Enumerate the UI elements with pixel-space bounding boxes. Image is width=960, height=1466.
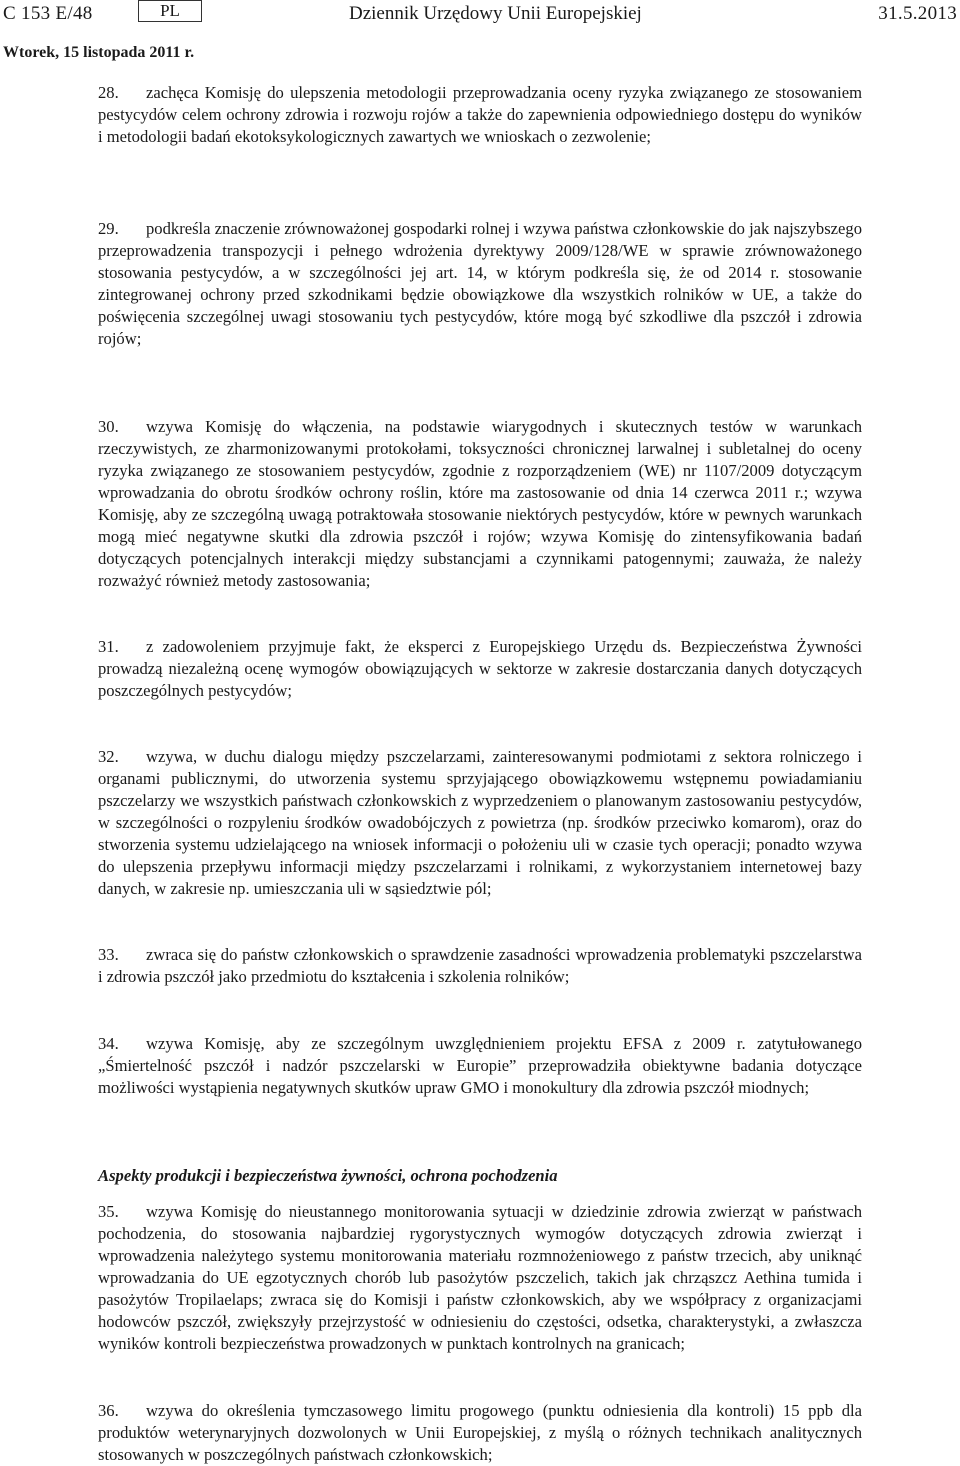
page-header	[0, 0, 960, 30]
paragraph-text: zachęca Komisję do ulepszenia metodologii przeprowadzania oceny ryzyka związanego ze stosowaniem pestycydów celem ochrony zdrowia i rozwoju rojów a także do zapewnienia odpowiedniego dostępu do wyników i metodologii badań ekotoksykologicznych zawartych we wnioskach o zezwolenie;	[98, 83, 862, 146]
paragraph-36	[98, 1400, 862, 1466]
paragraph-number: 28.	[98, 83, 119, 102]
paragraph-text: zwraca się do państw członkowskich o sprawdzenie zasadności wprowadzenia problematyki pszczelarstwa i zdrowia pszczół jako przedmiotu do kształcenia i szkolenia rolników;	[98, 945, 862, 986]
paragraph-number: 31.	[98, 637, 119, 656]
journal-reference: C 153 E/48	[3, 3, 93, 24]
paragraph-text: podkreśla znaczenie zrównoważonej gospodarki rolnej i wzywa państwa członkowskie do jak najszybszego przeprowadzenia transpozycji i pełnego wdrożenia dyrektywy 2009/128/WE w sprawie zrównoważonego stosowania pestycydów, a w szczególności jej art. 14, w którym podkreśla się, że od 2014 r. stosowanie zintegrowanej ochrony przed szkodnikami będzie obowiązkowe dla wszystkich rolników w UE, a także do poświęcenia szczególnej uwagi stosowaniu tych pestycydów, które mogą być szkodliwe dla pszczół i zdrowia rojów;	[98, 219, 862, 348]
paragraph-32	[98, 746, 862, 900]
section-heading: Aspekty produkcji i bezpieczeństwa żywności, ochrona pochodzenia	[98, 1166, 558, 1185]
paragraph-text: z zadowoleniem przyjmuje fakt, że eksperci z Europejskiego Urzędu ds. Bezpieczeństwa Żywności prowadzą niezależną ocenę wymogów obowiązujących w sektorze w zakresie dostarczania danych dotyczących poszczególnych pestycydów;	[98, 637, 862, 700]
paragraph-text: wzywa Komisję do włączenia, na podstawie wiarygodnych i skutecznych testów w warunkach rzeczywistych, ze zharmonizowanymi protokołami, toksyczności chronicznej larwalnej i subletalnej do oceny ryzyka związanego ze stosowaniem pestycydów, zgodnie z rozporządzeniem (WE) nr 1107/2009 dotyczącym wprowadzania do obrotu środków ochrony roślin, które ma zastosowanie od dnia 14 czerwca 2011 r.; wzywa Komisję, aby ze szczególną uwagą potraktowała stosowanie niektórych pestycydów, które w pewnych warunkach mogą mieć negatywne skutki dla zdrowia pszczół i rojów; wzywa Komisję do zintensyfikowania badań dotyczących potencjalnych interakcji między substancjami a czynnikami patogennymi; zauważa, że należy rozważyć również metody zastosowania;	[98, 417, 862, 590]
journal-title: Dziennik Urzędowy Unii Europejskiej	[349, 3, 642, 24]
paragraph-30	[98, 416, 862, 592]
paragraph-number: 33.	[98, 945, 119, 964]
paragraph-28	[98, 82, 862, 148]
document-body	[98, 82, 862, 1466]
paragraph-number: 34.	[98, 1034, 119, 1053]
paragraph-31	[98, 636, 862, 702]
paragraph-34	[98, 1033, 862, 1099]
paragraph-number: 36.	[98, 1401, 119, 1420]
paragraph-number: 32.	[98, 747, 119, 766]
session-date: Wtorek, 15 listopada 2011 r.	[3, 44, 195, 61]
paragraph-33	[98, 944, 862, 988]
paragraph-29	[98, 218, 862, 350]
paragraph-35	[98, 1201, 862, 1355]
paragraph-number: 35.	[98, 1202, 119, 1221]
paragraph-text: wzywa, w duchu dialogu między pszczelarzami, zainteresowanymi podmiotami z sektora rolniczego i organami publicznymi, do utworzenia systemu sprzyjającego obowiązkowemu wstępnemu powiadamianiu pszczelarzy we wszystkich państwach członkowskich z wyprzedzeniem o planowanym zastosowaniu pestycydów, w szczególności o rozpyleniu środków owadobójczych z powietrza (np. środków przeciwko komarom), oraz do stworzenia systemu udzielającego na wniosek informacji o położeniu uli w czasie tych operacji; ponadto wzywa do ulepszenia przepływu informacji między pszczelarzami i rolnikami, z wykorzystaniem internetowej bazy danych, w zakresie np. umieszczania uli w sąsiedztwie pól;	[98, 747, 862, 898]
language-box: PL	[138, 0, 202, 22]
paragraph-text: wzywa do określenia tymczasowego limitu progowego (punktu odniesienia dla kontroli) 15 ppb dla produktów weterynaryjnych dozwolonych w Unii Europejskiej, z myślą o różnych technikach analitycznych stosowanych w poszczególnych państwach członkowskich;	[98, 1401, 862, 1464]
paragraph-number: 30.	[98, 417, 119, 436]
paragraph-number: 29.	[98, 219, 119, 238]
paragraph-text: wzywa Komisję, aby ze szczególnym uwzględnieniem projektu EFSA z 2009 r. zatytułowanego „Śmiertelność pszczół i nadzór pszczelarski w Europie” przeprowadziła obiektywne badania dotyczące możliwości wystąpienia negatywnych skutków upraw GMO i monokultury dla zdrowia pszczół miodnych;	[98, 1034, 862, 1097]
publication-date: 31.5.2013	[878, 3, 957, 24]
paragraph-text: wzywa Komisję do nieustannego monitorowania sytuacji w dziedzinie zdrowia zwierząt w państwach pochodzenia, do stosowania najbardziej rygorystycznych wymogów dotyczących zdrowia zwierząt i wprowadzenia należytego systemu monitorowania materiału rozmnożeniowego z państw trzecich, aby uniknąć wprowadzania do UE egzotycznych chorób lub pasożytów pszczelich, takich jak chrząszcz Aethina tumida i pasożytów Tropilaelaps; zwraca się do Komisji i państw członkowskich, aby we współpracy z organizacjami hodowców pszczół, zwiększyły przejrzystość w odniesieniu do częstości, odsetka, charakterystyki, a zwłaszcza wyników kontroli bezpieczeństwa prowadzonych w punktach kontrolnych na granicach;	[98, 1202, 862, 1353]
